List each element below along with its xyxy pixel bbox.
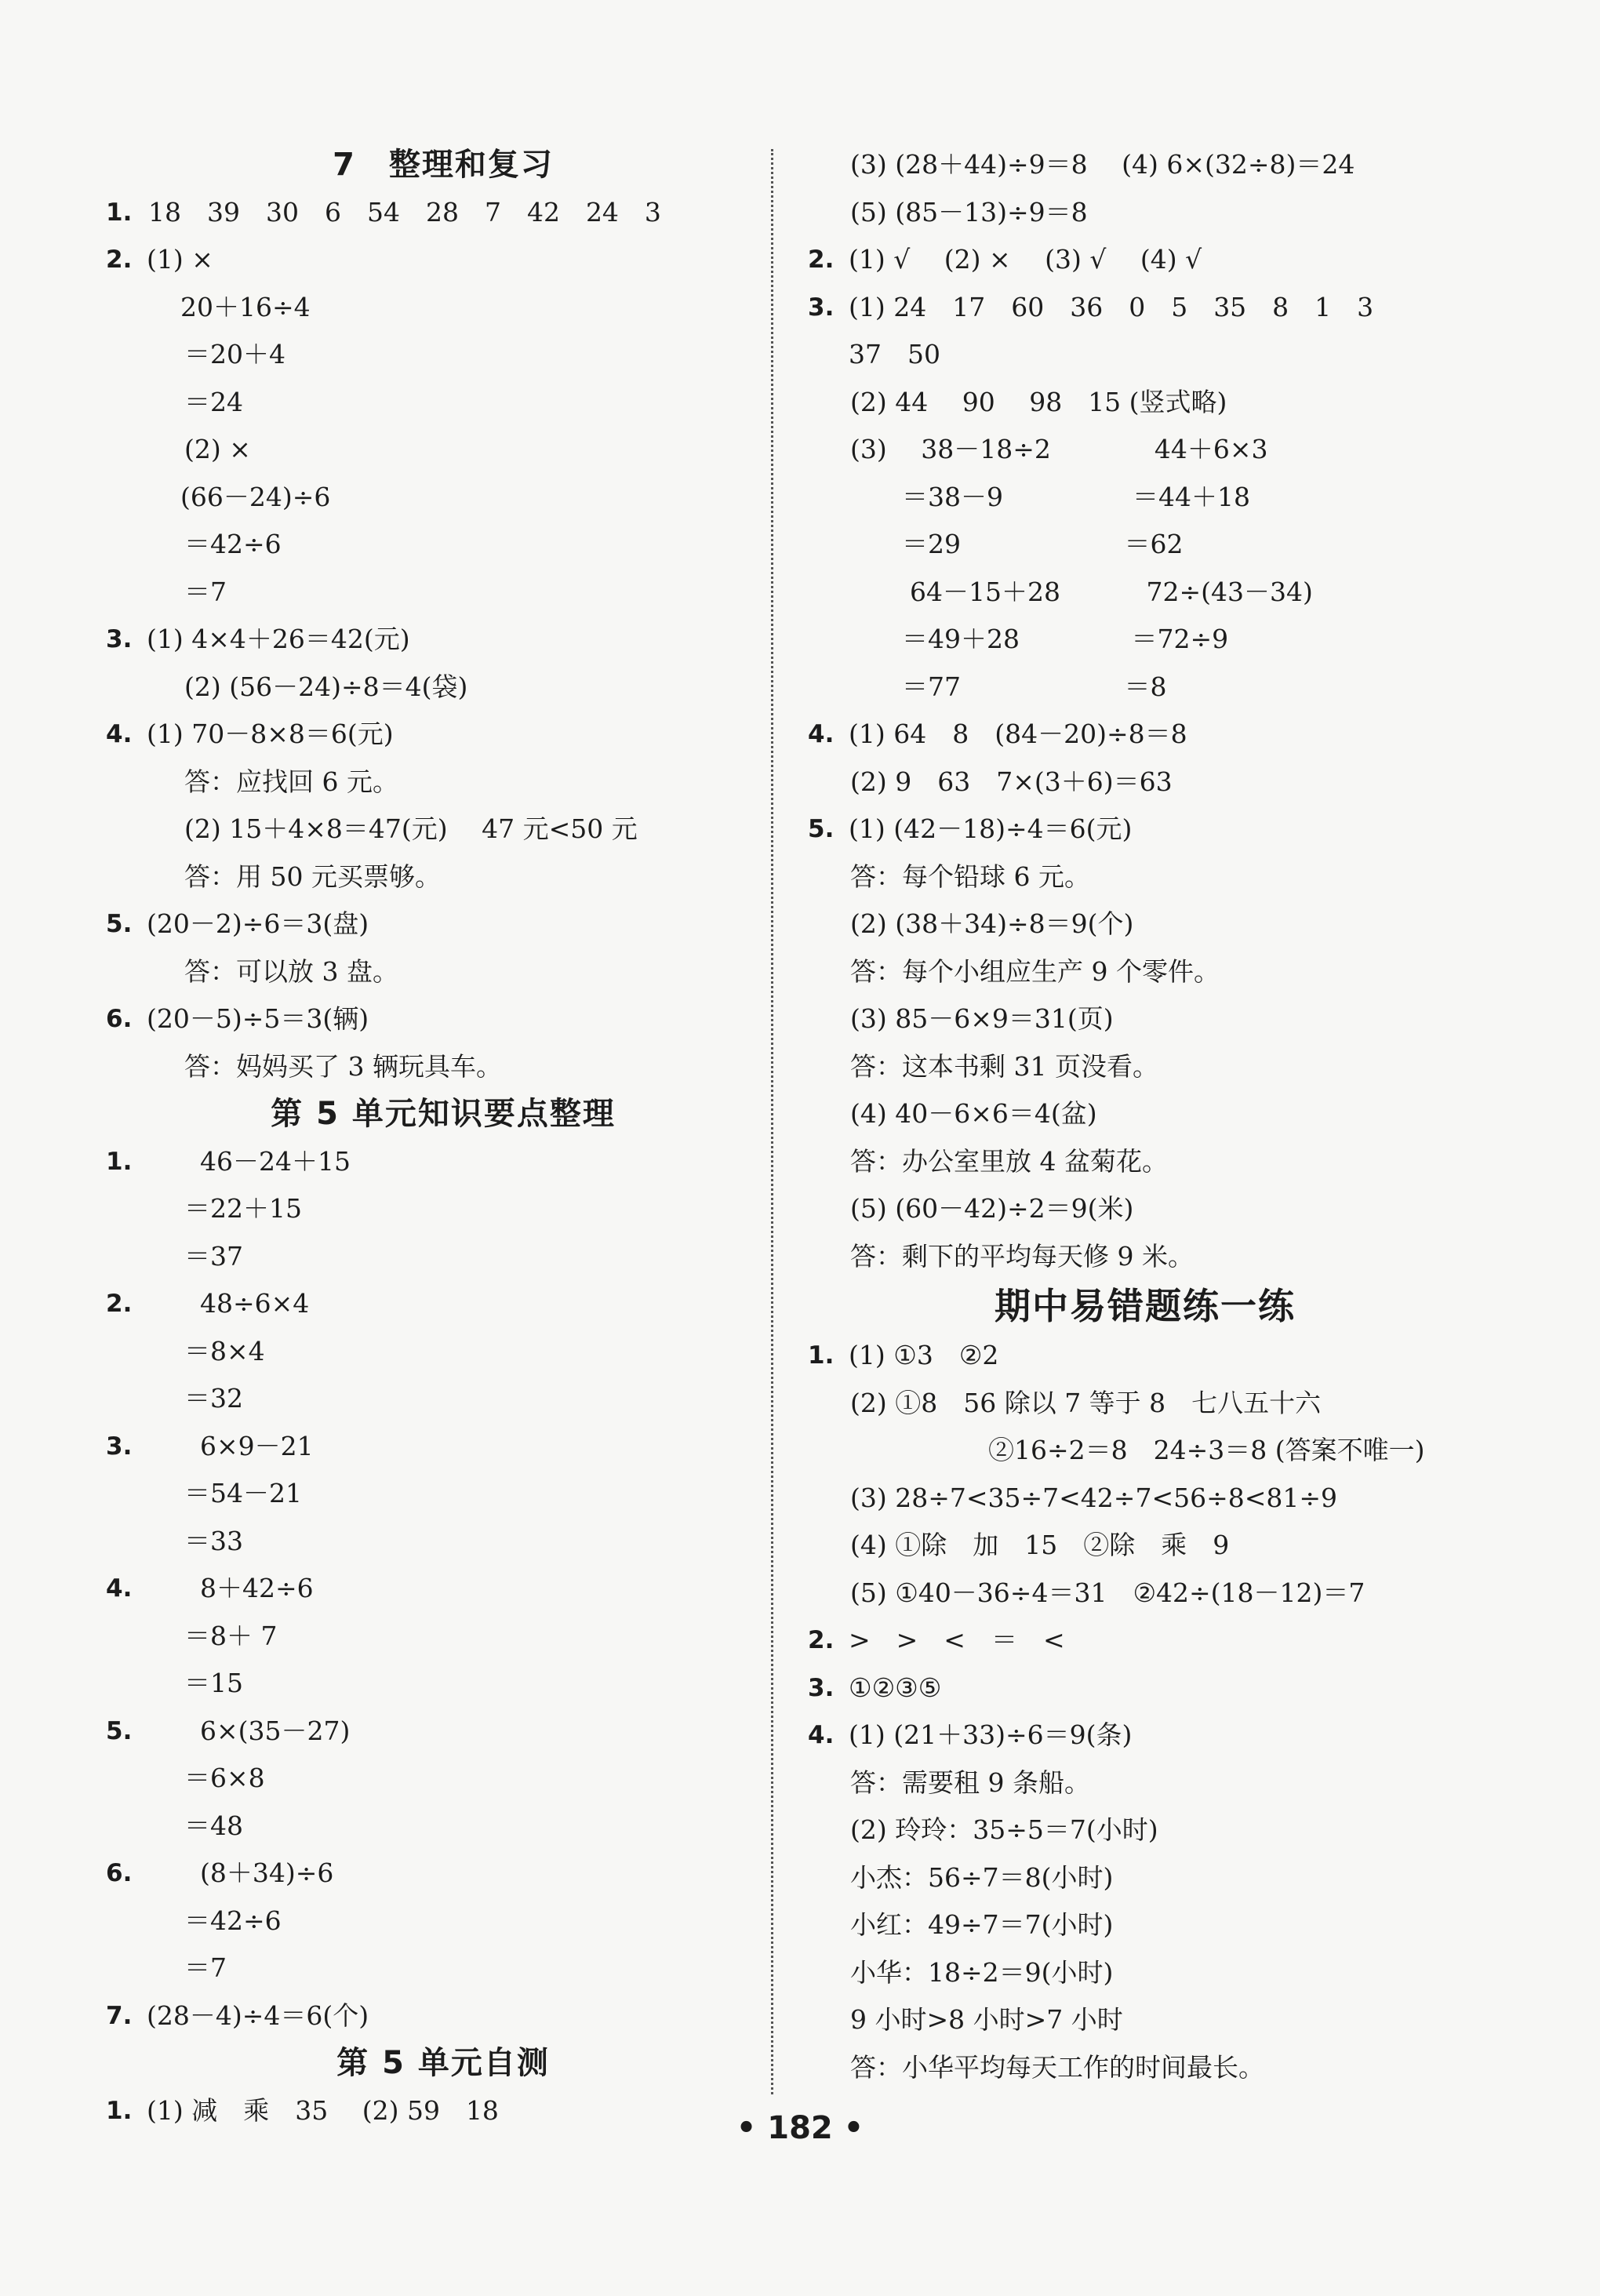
answer-text: ＝42÷6 bbox=[184, 529, 282, 559]
answer-text: (3) 85－6×9＝31(页) bbox=[850, 1003, 1114, 1034]
answer-line bbox=[808, 2044, 1482, 2092]
answer-line bbox=[808, 1138, 1482, 1186]
answer-text: 小红：49÷7＝7(小时) bbox=[850, 1909, 1114, 1940]
answer-line bbox=[106, 664, 780, 711]
answer-text: (8＋34)÷6 bbox=[200, 1858, 334, 1888]
answer-text: 37 50 bbox=[849, 339, 940, 369]
answer-text: (4) 40－6×6＝4(盆) bbox=[850, 1098, 1097, 1129]
answer-text: 答：可以放 3 盘。 bbox=[184, 955, 398, 987]
answer-line bbox=[808, 1233, 1482, 1281]
answer-text: 小华：18÷2＝9(小时) bbox=[850, 1956, 1114, 1988]
answer-line bbox=[106, 806, 780, 853]
answer-line bbox=[106, 1850, 780, 1898]
answer-text: (1) 减 乘 35 (2) 59 18 bbox=[147, 2094, 499, 2126]
answer-line bbox=[106, 1518, 780, 1566]
question-number: 5. bbox=[106, 1716, 133, 1745]
answer-line bbox=[106, 189, 780, 237]
answer-line bbox=[808, 1043, 1482, 1091]
answer-text: (1) 4×4＋26＝42(元) bbox=[147, 624, 410, 654]
answer-text: (2) (38＋34)÷8＝9(个) bbox=[850, 908, 1134, 939]
answer-text: > > < ＝ < bbox=[849, 1625, 1065, 1655]
answer-text: ＝8＋ 7 bbox=[184, 1620, 278, 1651]
answer-line bbox=[808, 948, 1482, 996]
answer-text: ＝37 bbox=[184, 1240, 243, 1272]
answer-text: (3) (28＋44)÷9＝8 (4) 6×(32÷8)＝24 bbox=[850, 149, 1355, 180]
question-number: 6. bbox=[106, 1005, 133, 1033]
answer-line bbox=[808, 1807, 1482, 1854]
answer-text: ＝48 bbox=[184, 1810, 243, 1841]
answer-text: (2) 44 90 98 15 (竖式略) bbox=[850, 386, 1227, 417]
answer-line bbox=[808, 141, 1482, 189]
answer-line bbox=[106, 1043, 780, 1091]
answer-text: (5) (60－42)÷2＝9(米) bbox=[850, 1193, 1134, 1224]
question-number: 3. bbox=[808, 1673, 835, 1702]
answer-text: (1) ①3 ②2 bbox=[849, 1340, 999, 1370]
answer-line bbox=[106, 379, 780, 427]
question-number: 4. bbox=[808, 1721, 835, 1749]
question-number: 5. bbox=[808, 815, 835, 843]
answer-line bbox=[106, 284, 780, 332]
answer-text: ＝20＋4 bbox=[184, 339, 285, 369]
answer-text: 6×9－21 bbox=[200, 1430, 314, 1461]
answer-line bbox=[808, 379, 1482, 427]
answer-line bbox=[106, 1280, 780, 1328]
answer-text: (28－4)÷4＝6(个) bbox=[147, 1999, 369, 2031]
page-number: • 182 • bbox=[736, 2110, 864, 2146]
answer-text: 64－15＋28 72÷(43－34) bbox=[910, 576, 1313, 607]
answer-line bbox=[106, 1470, 780, 1518]
answer-line bbox=[808, 236, 1482, 284]
answer-line bbox=[106, 1328, 780, 1376]
answer-line bbox=[106, 1992, 780, 2040]
answer-text: (5) (85－13)÷9＝8 bbox=[850, 196, 1088, 227]
question-number: 3. bbox=[106, 1432, 133, 1461]
answer-line bbox=[808, 1617, 1482, 1665]
answer-line bbox=[808, 521, 1482, 569]
answer-line bbox=[808, 1712, 1482, 1759]
answer-text: (5) ①40－36÷4＝31 ②42÷(18－12)＝7 bbox=[850, 1577, 1365, 1608]
answer-line bbox=[106, 995, 780, 1043]
question-number: 1. bbox=[808, 1341, 835, 1370]
answer-line bbox=[808, 569, 1482, 617]
answer-text: 答：剩下的平均每天修 9 米。 bbox=[850, 1240, 1194, 1272]
section-heading: 期中易错题练一练 bbox=[995, 1285, 1296, 1327]
answer-text: 答：需要租 9 条船。 bbox=[850, 1767, 1090, 1798]
answer-line bbox=[808, 284, 1482, 332]
answer-line bbox=[106, 616, 780, 664]
question-number: 7. bbox=[106, 2001, 133, 2030]
answer-text: ＝32 bbox=[184, 1383, 243, 1414]
answer-line bbox=[808, 474, 1482, 522]
answer-line bbox=[106, 1803, 780, 1850]
answer-text: (2) 15＋4×8＝47(元) 47 元<50 元 bbox=[184, 813, 638, 844]
answer-line bbox=[106, 569, 780, 617]
answer-line bbox=[808, 1427, 1482, 1475]
answer-text: ＝38－9 ＝44＋18 bbox=[902, 481, 1250, 512]
answer-line bbox=[808, 853, 1482, 901]
answer-text: (2) ①8 56 除以 7 等于 8 七八五十六 bbox=[850, 1387, 1322, 1418]
question-number: 2. bbox=[106, 1290, 133, 1318]
answer-line bbox=[106, 474, 780, 522]
answer-text: (2) 9 63 7×(3＋6)＝63 bbox=[850, 766, 1173, 797]
answer-line bbox=[808, 901, 1482, 948]
answer-text: (66－24)÷6 bbox=[180, 481, 331, 512]
answer-text: (2) 玲玲：35÷5＝7(小时) bbox=[850, 1814, 1158, 1845]
answer-text: ②16÷2＝8 24÷3＝8 (答案不唯一) bbox=[988, 1435, 1425, 1465]
answer-text: (1) 24 17 60 36 0 5 35 8 1 3 bbox=[849, 291, 1374, 322]
answer-line bbox=[106, 1138, 780, 1186]
question-number: 6. bbox=[106, 1859, 133, 1887]
answer-text: (1) (21＋33)÷6＝9(条) bbox=[849, 1719, 1133, 1750]
answer-line bbox=[808, 1854, 1482, 1902]
answer-line bbox=[808, 664, 1482, 711]
section-heading: 第 5 单元知识要点整理 bbox=[271, 1096, 616, 1132]
answer-text: 答：每个铅球 6 元。 bbox=[850, 861, 1090, 892]
question-number: 2. bbox=[808, 246, 835, 274]
answer-text: (3) 28÷7<35÷7<42÷7<56÷8<81÷9 bbox=[850, 1482, 1338, 1513]
answer-text: (1) 70－8×8＝6(元) bbox=[147, 719, 394, 749]
answer-text: 答：办公室里放 4 盆菊花。 bbox=[850, 1145, 1168, 1177]
question-number: 5. bbox=[106, 910, 133, 938]
answer-line bbox=[106, 759, 780, 806]
answer-line bbox=[106, 1755, 780, 1803]
answer-line bbox=[808, 1475, 1482, 1523]
answer-line bbox=[106, 236, 780, 284]
answer-text: 答：每个小组应生产 9 个零件。 bbox=[850, 955, 1220, 987]
answer-text: 9 小时>8 小时>7 小时 bbox=[850, 2004, 1123, 2035]
answer-line bbox=[808, 426, 1482, 474]
answer-line bbox=[808, 331, 1482, 379]
answer-text: (20－2)÷6＝3(盘) bbox=[147, 908, 369, 939]
answer-line bbox=[808, 1185, 1482, 1233]
answer-line bbox=[106, 1233, 780, 1281]
answer-line bbox=[808, 711, 1482, 759]
answer-line bbox=[106, 853, 780, 901]
question-number: 1. bbox=[106, 198, 133, 227]
answer-text: (3) 38－18÷2 44＋6×3 bbox=[850, 434, 1268, 464]
answer-text: 20＋16÷4 bbox=[180, 291, 311, 322]
answer-line bbox=[106, 1423, 780, 1471]
answer-text: (2) × bbox=[184, 434, 251, 464]
question-number: 2. bbox=[808, 1626, 835, 1654]
answer-text: 8＋42÷6 bbox=[200, 1573, 314, 1603]
answer-text: ＝24 bbox=[184, 386, 243, 417]
question-number: 4. bbox=[808, 720, 835, 748]
answer-line bbox=[808, 1949, 1482, 1997]
answer-text: ＝54－21 bbox=[184, 1478, 302, 1508]
answer-line bbox=[106, 1565, 780, 1613]
answer-line bbox=[106, 426, 780, 474]
answer-line bbox=[808, 806, 1482, 853]
answer-text: 6×(35－27) bbox=[200, 1715, 351, 1746]
answer-text: (1) 64 8 (84－20)÷8＝8 bbox=[849, 719, 1187, 749]
answer-text: 46－24＋15 bbox=[200, 1145, 351, 1177]
answer-line bbox=[808, 1332, 1482, 1380]
answer-line bbox=[808, 1996, 1482, 2044]
answer-text: ①②③⑤ bbox=[849, 1672, 942, 1703]
answer-line bbox=[106, 948, 780, 996]
section-heading: 7 整理和复习 bbox=[333, 147, 554, 183]
answer-text: ＝29 ＝62 bbox=[902, 529, 1184, 559]
answer-text: ＝42÷6 bbox=[184, 1905, 282, 1936]
answer-text: ＝77 ＝8 bbox=[902, 671, 1167, 702]
answer-text: ＝8×4 bbox=[184, 1335, 265, 1366]
column-divider bbox=[771, 149, 773, 2094]
answer-line bbox=[106, 711, 780, 759]
answer-line bbox=[808, 1090, 1482, 1138]
answer-text: 答：用 50 元买票够。 bbox=[184, 861, 441, 892]
answer-text: 小杰：56÷7＝8(小时) bbox=[850, 1861, 1114, 1893]
answer-line bbox=[106, 1375, 780, 1423]
question-number: 3. bbox=[106, 625, 133, 653]
answer-line bbox=[106, 1613, 780, 1661]
answer-line bbox=[808, 1665, 1482, 1712]
question-number: 4. bbox=[106, 1574, 133, 1603]
answer-line bbox=[106, 1945, 780, 1992]
answer-line bbox=[106, 901, 780, 948]
answer-text: 48÷6×4 bbox=[200, 1288, 310, 1319]
answer-line bbox=[808, 1380, 1482, 1428]
section-heading: 第 5 单元自测 bbox=[336, 2045, 550, 2081]
answer-text: (1) √ (2) × (3) √ (4) √ bbox=[849, 244, 1202, 275]
answer-text: ＝7 bbox=[184, 576, 227, 607]
answer-line bbox=[106, 1660, 780, 1708]
answer-text: 答：妈妈买了 3 辆玩具车。 bbox=[184, 1050, 502, 1082]
answer-text: 答：这本书剩 31 页没看。 bbox=[850, 1050, 1158, 1082]
answer-text: (20－5)÷5＝3(辆) bbox=[147, 1003, 369, 1034]
answer-text: ＝7 bbox=[184, 1952, 227, 1983]
question-number: 4. bbox=[106, 720, 133, 748]
answer-line bbox=[106, 1185, 780, 1233]
answer-line bbox=[106, 331, 780, 379]
answer-text: ＝6×8 bbox=[184, 1763, 265, 1793]
question-number: 3. bbox=[808, 293, 835, 322]
left-column bbox=[106, 141, 780, 2134]
right-column bbox=[808, 141, 1482, 2091]
answer-line bbox=[808, 1901, 1482, 1949]
answer-text: 答：应找回 6 元。 bbox=[184, 766, 398, 797]
answer-line bbox=[106, 1708, 780, 1756]
answer-line bbox=[808, 1759, 1482, 1807]
answer-text: (1) × bbox=[147, 244, 213, 275]
answer-text: 答：小华平均每天工作的时间最长。 bbox=[850, 2051, 1264, 2083]
question-number: 1. bbox=[106, 1147, 133, 1176]
answer-line bbox=[808, 995, 1482, 1043]
answer-text: ＝22＋15 bbox=[184, 1193, 302, 1224]
answer-line bbox=[106, 1898, 780, 1945]
question-number: 2. bbox=[106, 246, 133, 274]
answer-line bbox=[808, 616, 1482, 664]
answer-line bbox=[106, 521, 780, 569]
answer-line bbox=[808, 189, 1482, 237]
answer-text: (1) (42－18)÷4＝6(元) bbox=[849, 813, 1133, 844]
answer-text: ＝15 bbox=[184, 1668, 243, 1698]
answer-line bbox=[808, 1522, 1482, 1570]
answer-text: 18 39 30 6 54 28 7 42 24 3 bbox=[148, 196, 661, 227]
question-number: 1. bbox=[106, 2096, 133, 2125]
answer-text: ＝33 bbox=[184, 1525, 243, 1556]
answer-text: (4) ①除 加 15 ②除 乘 9 bbox=[850, 1530, 1230, 1560]
answer-text: ＝49＋28 ＝72÷9 bbox=[902, 624, 1229, 654]
answer-line bbox=[808, 759, 1482, 806]
answer-text: (2) (56－24)÷8＝4(袋) bbox=[184, 671, 468, 702]
answer-line bbox=[808, 1570, 1482, 1617]
